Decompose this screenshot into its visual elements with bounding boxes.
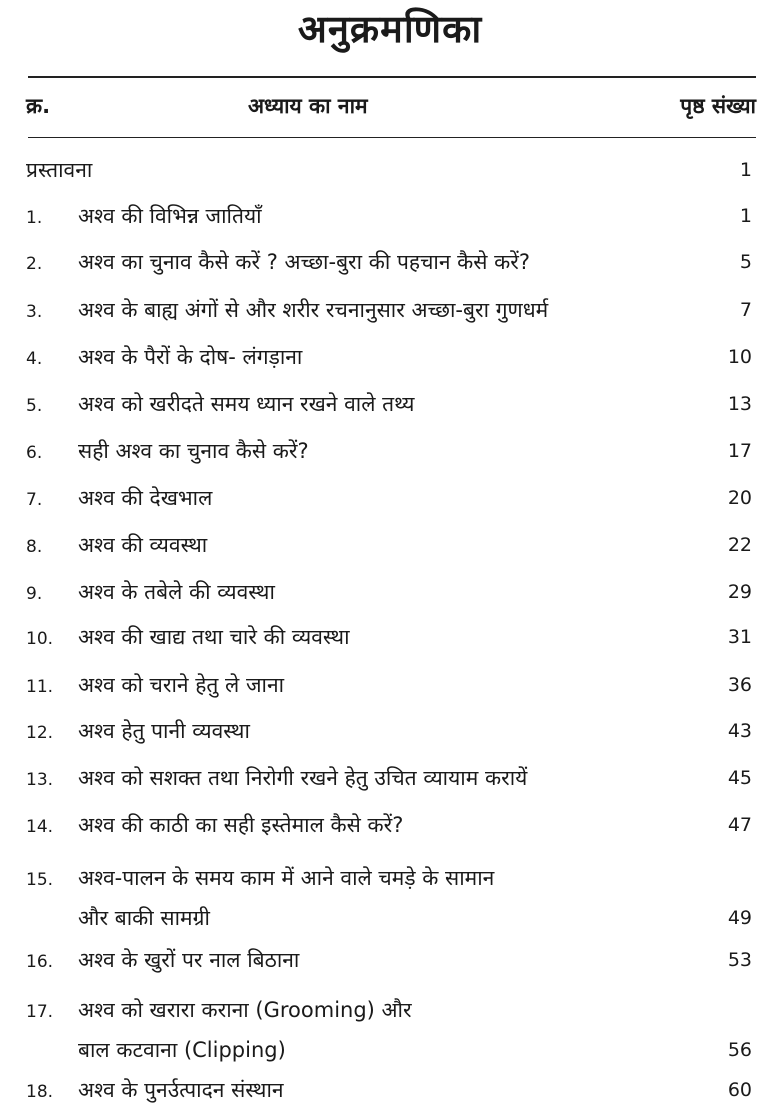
entry-title-line: अश्व की विभिन्न जातियाँ: [78, 204, 262, 228]
entry-title: [78, 617, 350, 657]
entry-title: [78, 242, 530, 282]
entry-page: 1: [739, 205, 752, 227]
header-chapter-name: अध्याय का नाम: [248, 94, 368, 118]
entry-page: 22: [727, 534, 752, 556]
entry-number: 17.: [26, 1002, 54, 1022]
entry-title: [78, 572, 275, 612]
entry-page: 56: [727, 1039, 752, 1061]
entry-title: प्रस्तावना: [26, 158, 93, 182]
entry-number: 18.: [26, 1082, 54, 1102]
entry-title-line: अश्व के खुरों पर नाल बिठाना: [78, 948, 300, 972]
entry-page: 47: [727, 814, 752, 836]
entry-page: 5: [739, 251, 752, 273]
entry-number: 3.: [26, 302, 43, 322]
entry-number: 8.: [26, 537, 43, 557]
entry-number: 16.: [26, 952, 54, 972]
entry-page: 60: [727, 1079, 752, 1101]
entry-title-line: अश्व के तबेले की व्यवस्था: [78, 580, 275, 604]
entry-number: 5.: [26, 396, 43, 416]
entry-number: 13.: [26, 770, 54, 790]
entry-title: [78, 478, 212, 518]
entry-title: [78, 337, 302, 377]
entry-title: [78, 858, 494, 938]
entry-title-line: बाल कटवाना (Clipping): [78, 1038, 286, 1062]
top-rule: [28, 76, 756, 78]
header-page-number: पृष्ठ संख्या: [680, 94, 756, 118]
entry-title: [78, 665, 284, 705]
entry-page: 29: [727, 581, 752, 603]
entry-page: 36: [727, 674, 752, 696]
entry-number: 11.: [26, 677, 54, 697]
entry-title-line: अश्व को खरारा कराना (Grooming) और: [78, 998, 412, 1022]
entry-page: 20: [727, 487, 752, 509]
header-rule: [28, 137, 756, 138]
entry-title-line: अश्व के बाह्य अंगों से और शरीर रचनानुसार अच्छा-बुरा गुणधर्म: [78, 298, 549, 322]
entry-page: 49: [727, 907, 752, 929]
entry-number: 2.: [26, 254, 43, 274]
entry-title: [78, 990, 412, 1070]
entry-page: 10: [727, 346, 752, 368]
entry-title: [78, 525, 207, 565]
entry-title: [78, 940, 299, 980]
entry-number: 7.: [26, 490, 43, 510]
entry-title-line: और बाकी सामग्री: [78, 906, 210, 930]
entry-number: 6.: [26, 443, 43, 463]
table-header: [0, 92, 780, 128]
entry-number: 15.: [26, 870, 54, 890]
entry-title: [78, 711, 250, 751]
entry-title-line: अश्व-पालन के समय काम में आने वाले चमड़े के सामान: [78, 866, 495, 890]
entry-title-line: अश्व की काठी का सही इस्तेमाल कैसे करें?: [78, 813, 404, 837]
entry-title-line: अश्व की व्यवस्था: [78, 533, 208, 557]
page-title: अनुक्रमणिका: [297, 7, 483, 51]
entry-title: [78, 758, 527, 798]
entry-number: 1.: [26, 208, 43, 228]
entry-page: 45: [727, 767, 752, 789]
entry-title-line: अश्व के पैरों के दोष- लंगड़ाना: [78, 345, 303, 369]
entry-title-line: अश्व को चराने हेतु ले जाना: [78, 673, 285, 697]
entry-title: [78, 290, 548, 330]
entry-page: 53: [727, 949, 752, 971]
entry-page: 43: [727, 720, 752, 742]
entry-title-line: अश्व को सशक्त तथा निरोगी रखने हेतु उचित व्यायाम करायें: [78, 766, 528, 790]
entry-number: 4.: [26, 349, 43, 369]
entry-title: [78, 431, 309, 471]
entry-title: [78, 805, 403, 845]
entry-title: [78, 384, 414, 424]
entry-title-line: अश्व का चुनाव कैसे करें ? अच्छा-बुरा की पहचान कैसे करें?: [78, 250, 531, 274]
entry-page: 17: [727, 440, 752, 462]
entry-number: 12.: [26, 723, 54, 743]
entry-title-line: अश्व को खरीदते समय ध्यान रखने वाले तथ्य: [78, 392, 415, 416]
entry-page: 13: [727, 393, 752, 415]
entry-title: [78, 1070, 284, 1110]
entry-page: 7: [739, 299, 752, 321]
entry-title-line: अश्व की खाद्य तथा चारे की व्यवस्था: [78, 625, 350, 649]
header-number: क्र.: [26, 94, 51, 118]
entry-title-line: अश्व के पुनर्उत्पादन संस्थान: [78, 1078, 284, 1102]
entry-title-line: सही अश्व का चुनाव कैसे करें?: [78, 439, 309, 463]
entry-title-line: अश्व हेतु पानी व्यवस्था: [78, 719, 250, 743]
entry-number: 10.: [26, 629, 54, 649]
entry-number: 14.: [26, 817, 54, 837]
entry-number: 9.: [26, 584, 43, 604]
entry-title-line: अश्व की देखभाल: [78, 486, 213, 510]
entry-page: 1: [739, 159, 752, 181]
entry-page: 31: [727, 626, 752, 648]
entry-title: [78, 196, 262, 236]
